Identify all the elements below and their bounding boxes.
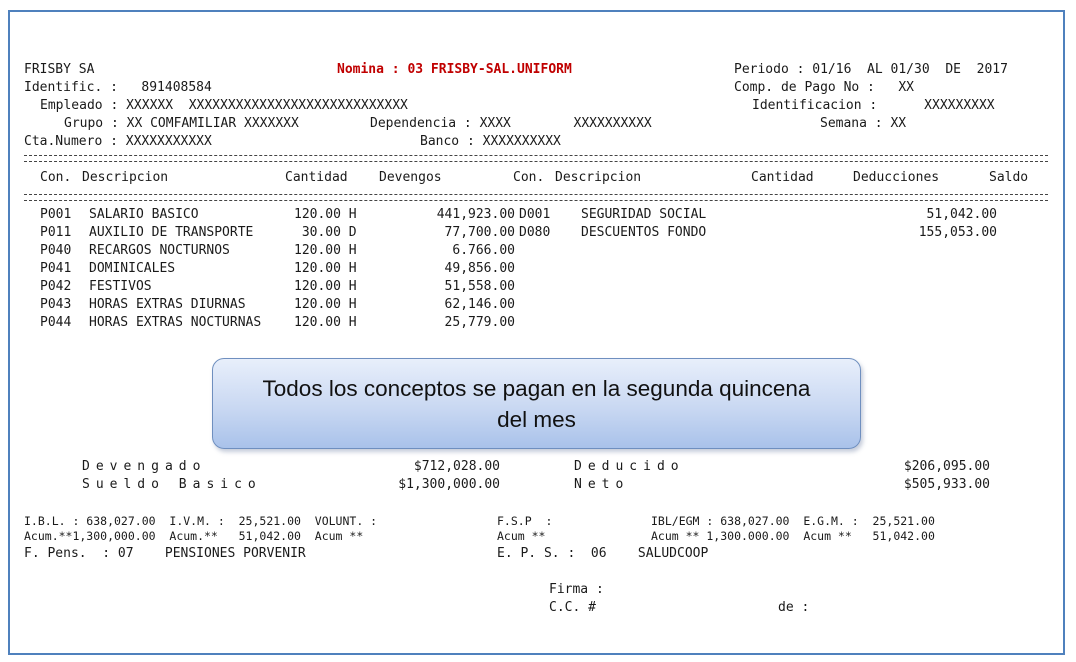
devengo-code: P042 [40,279,72,294]
footer-ibl: I.B.L. : 638,027.00 I.V.M. : 25,521.00 VOLUNT. : [24,514,378,528]
separator-line [24,194,1048,201]
devengo-amount: 6.766.00 [452,243,515,258]
devengo-qty: 120.00 H [294,243,357,258]
devengo-desc: DOMINICALES [89,261,176,276]
devengo-qty: 120.00 H [294,279,357,294]
devengo-code: P044 [40,315,72,330]
deduccion-amount: 155,053.00 [918,225,997,240]
callout-note [212,358,861,449]
col-saldo: Saldo [989,170,1029,185]
devengo-desc: FESTIVOS [89,279,152,294]
col-deducciones: Deducciones [853,170,940,185]
devengo-code: P011 [40,225,72,240]
devengo-code: P040 [40,243,72,258]
nomina-title: Nomina : 03 FRISBY-SAL.UNIFORM [337,62,572,77]
devengo-code: P041 [40,261,72,276]
sueldo-value: $1,300,000.00 [398,477,500,492]
col-con-ded: Con. [513,170,545,185]
deduccion-desc: DESCUENTOS FONDO [581,225,707,240]
deduccion-code: D080 [519,225,551,240]
devengo-code: P001 [40,207,72,222]
deducido-value: $206,095.00 [903,459,990,474]
neto-label: Neto [574,477,630,492]
devengo-amount: 49,856.00 [444,261,515,276]
devengo-desc: HORAS EXTRAS NOCTURNAS [89,315,262,330]
footer-acum-fsp: Acum ** [497,529,546,543]
devengo-qty: 120.00 H [294,315,357,330]
devengo-desc: AUXILIO DE TRANSPORTE [89,225,254,240]
deduccion-desc: SEGURIDAD SOCIAL [581,207,707,222]
grupo: Grupo : XX COMFAMILIAR XXXXXXX [64,116,299,131]
comp-pago: Comp. de Pago No : XX [734,80,915,95]
neto-value: $505,933.00 [903,477,990,492]
callout-text: Todos los conceptos se pagan en la segunda quincena del mes [262,375,811,432]
deduccion-code: D001 [519,207,551,222]
devengo-amount: 77,700.00 [444,225,515,240]
dependencia: Dependencia : XXXX XXXXXXXXXX [370,116,652,131]
footer-eps: E. P. S. : 06 SALUDCOOP [497,546,709,561]
semana: Semana : XX [820,116,907,131]
footer-ibl-egm: IBL/EGM : 638,027.00 E.G.M. : 25,521.00 [651,514,935,528]
col-devengos: Devengos [379,170,442,185]
devengado-label: Devengado [82,459,207,474]
devengo-qty: 30.00 D [294,225,357,240]
devengo-amount: 25,779.00 [444,315,515,330]
devengo-qty: 120.00 H [294,207,357,222]
devengo-amount: 51,558.00 [444,279,515,294]
footer-acum-egm: Acum ** 1,300.000.00 Acum ** 51,042.00 [651,529,935,543]
devengo-code: P043 [40,297,72,312]
identific: Identific. : 891408584 [24,80,212,95]
col-con: Con. [40,170,72,185]
devengo-desc: SALARIO BASICO [89,207,199,222]
devengo-desc: HORAS EXTRAS DIURNAS [89,297,246,312]
devengo-amount: 441,923.00 [436,207,515,222]
footer-acum: Acum.**1,300,000.00 Acum.** 51,042.00 Acum ** [24,529,364,543]
col-descripcion: Descripcion [82,170,169,185]
devengado-value: $712,028.00 [413,459,500,474]
col-cantidad: Cantidad [285,170,348,185]
footer-firma: Firma : [549,582,604,597]
col-cantidad-ded: Cantidad [751,170,814,185]
devengo-amount: 62,146.00 [444,297,515,312]
footer-pensiones: F. Pens. : 07 PENSIONES PORVENIR [24,546,306,561]
periodo: Periodo : 01/16 AL 01/30 DE 2017 [734,62,1008,77]
banco: Banco : XXXXXXXXXX [420,134,561,149]
footer-cc: C.C. # [549,600,596,615]
company-name: FRISBY SA [24,62,95,77]
col-descripcion-ded: Descripcion [555,170,642,185]
footer-de: de : [778,600,810,615]
deducido-label: Deducido [574,459,685,474]
footer-fsp: F.S.P : [497,514,553,528]
identificacion: Identificacion : XXXXXXXXX [752,98,995,113]
devengo-qty: 120.00 H [294,261,357,276]
separator-line [24,155,1048,162]
empleado: Empleado : XXXXXX XXXXXXXXXXXXXXXXXXXXXXXXXXXX [40,98,408,113]
devengo-qty: 120.00 H [294,297,357,312]
devengo-desc: RECARGOS NOCTURNOS [89,243,230,258]
sueldo-label: Sueldo Basico [82,477,262,492]
deduccion-amount: 51,042.00 [926,207,997,222]
cta-numero: Cta.Numero : XXXXXXXXXXX [24,134,212,149]
